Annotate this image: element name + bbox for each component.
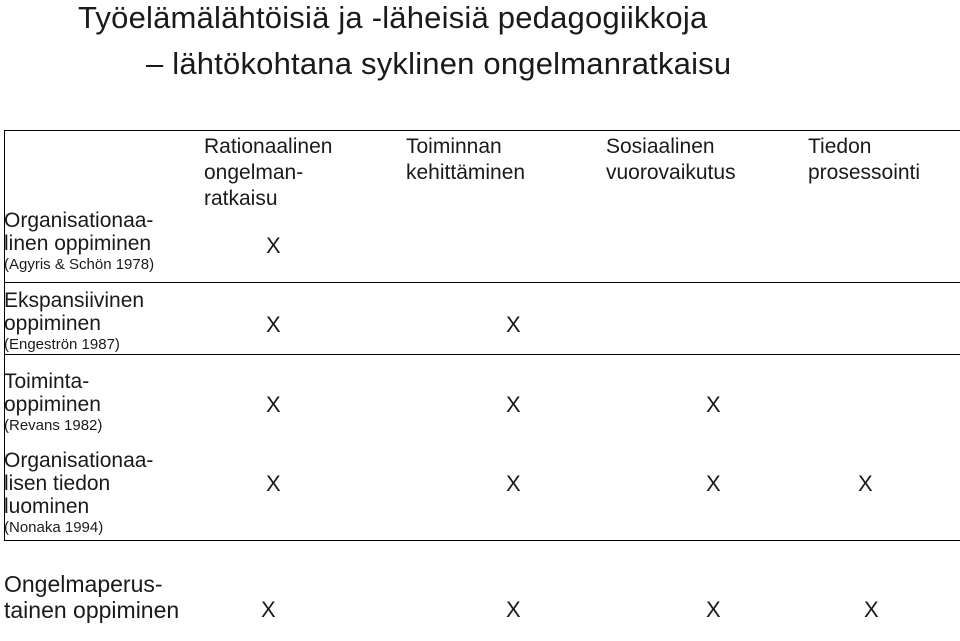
row-citation: (Nonaka 1994)	[4, 519, 104, 536]
row-label-ekspansiivinen-oppiminen	[4, 289, 144, 355]
row-label-line: tainen oppiminen	[4, 597, 180, 623]
column-header-line: ratkaisu	[204, 187, 278, 210]
column-header-line: Sosiaalinen	[606, 135, 715, 158]
table-cell-mark: X	[266, 233, 281, 258]
row-label-line: Organisationaa-	[4, 449, 154, 472]
column-header-line: prosessointi	[808, 161, 921, 184]
row-label-line: lisen tiedon	[4, 472, 111, 495]
column-header-sosiaalinen-vuorovaikutus	[606, 134, 736, 186]
column-header-toiminnan-kehittaminen	[406, 134, 525, 186]
row-label-line: Ekspansiivinen	[4, 289, 145, 312]
row-divider-2	[4, 354, 960, 355]
column-header-line: Toiminnan	[406, 135, 502, 158]
column-header-line: Rationaalinen	[204, 135, 333, 158]
row-divider-1	[4, 282, 960, 283]
title-line-1: Työelämälähtöisiä ja -läheisiä pedagogiikkoja	[78, 0, 708, 35]
row-citation: (Agyris & Schön 1978)	[4, 256, 155, 273]
title-line-2: – lähtökohtana syklinen ongelmanratkaisu	[146, 46, 732, 81]
row-citation: (Engeströn 1987)	[4, 336, 120, 353]
column-header-line: kehittäminen	[406, 161, 526, 184]
column-header-line: ongelman-	[204, 161, 304, 184]
column-header-line: vuorovaikutus	[606, 161, 736, 184]
table-cell-mark: X	[706, 597, 721, 622]
table-cell-mark: X	[864, 597, 879, 622]
table-cell-mark: X	[506, 392, 521, 417]
row-label-line: Toiminta-	[4, 370, 90, 393]
table-cell-mark: X	[266, 471, 281, 496]
column-header-rationaalinen-ongelmanratkaisu	[204, 134, 332, 212]
row-label-ongelmaperustainen-oppiminen	[4, 571, 179, 623]
table-cell-mark: X	[506, 312, 521, 337]
table-cell-mark: X	[506, 471, 521, 496]
table-cell-mark: X	[706, 392, 721, 417]
row-label-line: oppiminen	[4, 312, 101, 335]
table-cell-mark: X	[858, 471, 873, 496]
slide-title	[0, 0, 960, 100]
table-top-border	[4, 130, 960, 131]
column-header-tiedon-prosessointi	[808, 134, 920, 186]
table-cell-mark: X	[506, 597, 521, 622]
row-label-line: luominen	[4, 495, 90, 518]
row-label-line: Organisationaa-	[4, 209, 154, 232]
table-cell-mark: X	[266, 392, 281, 417]
row-label-organisationaalinen-oppiminen	[4, 209, 154, 275]
row-label-line: oppiminen	[4, 393, 101, 416]
table-cell-mark: X	[266, 312, 281, 337]
row-label-line: Ongelmaperus-	[4, 571, 163, 597]
column-header-line: Tiedon	[808, 135, 872, 158]
row-label-organisationaalisen-tiedon-luominen	[4, 449, 153, 538]
row-label-line: linen oppiminen	[4, 232, 152, 255]
row-citation: (Revans 1982)	[4, 417, 103, 434]
table-cell-mark: X	[706, 471, 721, 496]
row-label-toimintaoppiminen	[4, 370, 102, 436]
table-cell-mark: X	[261, 597, 276, 622]
row-divider-3	[4, 540, 960, 541]
